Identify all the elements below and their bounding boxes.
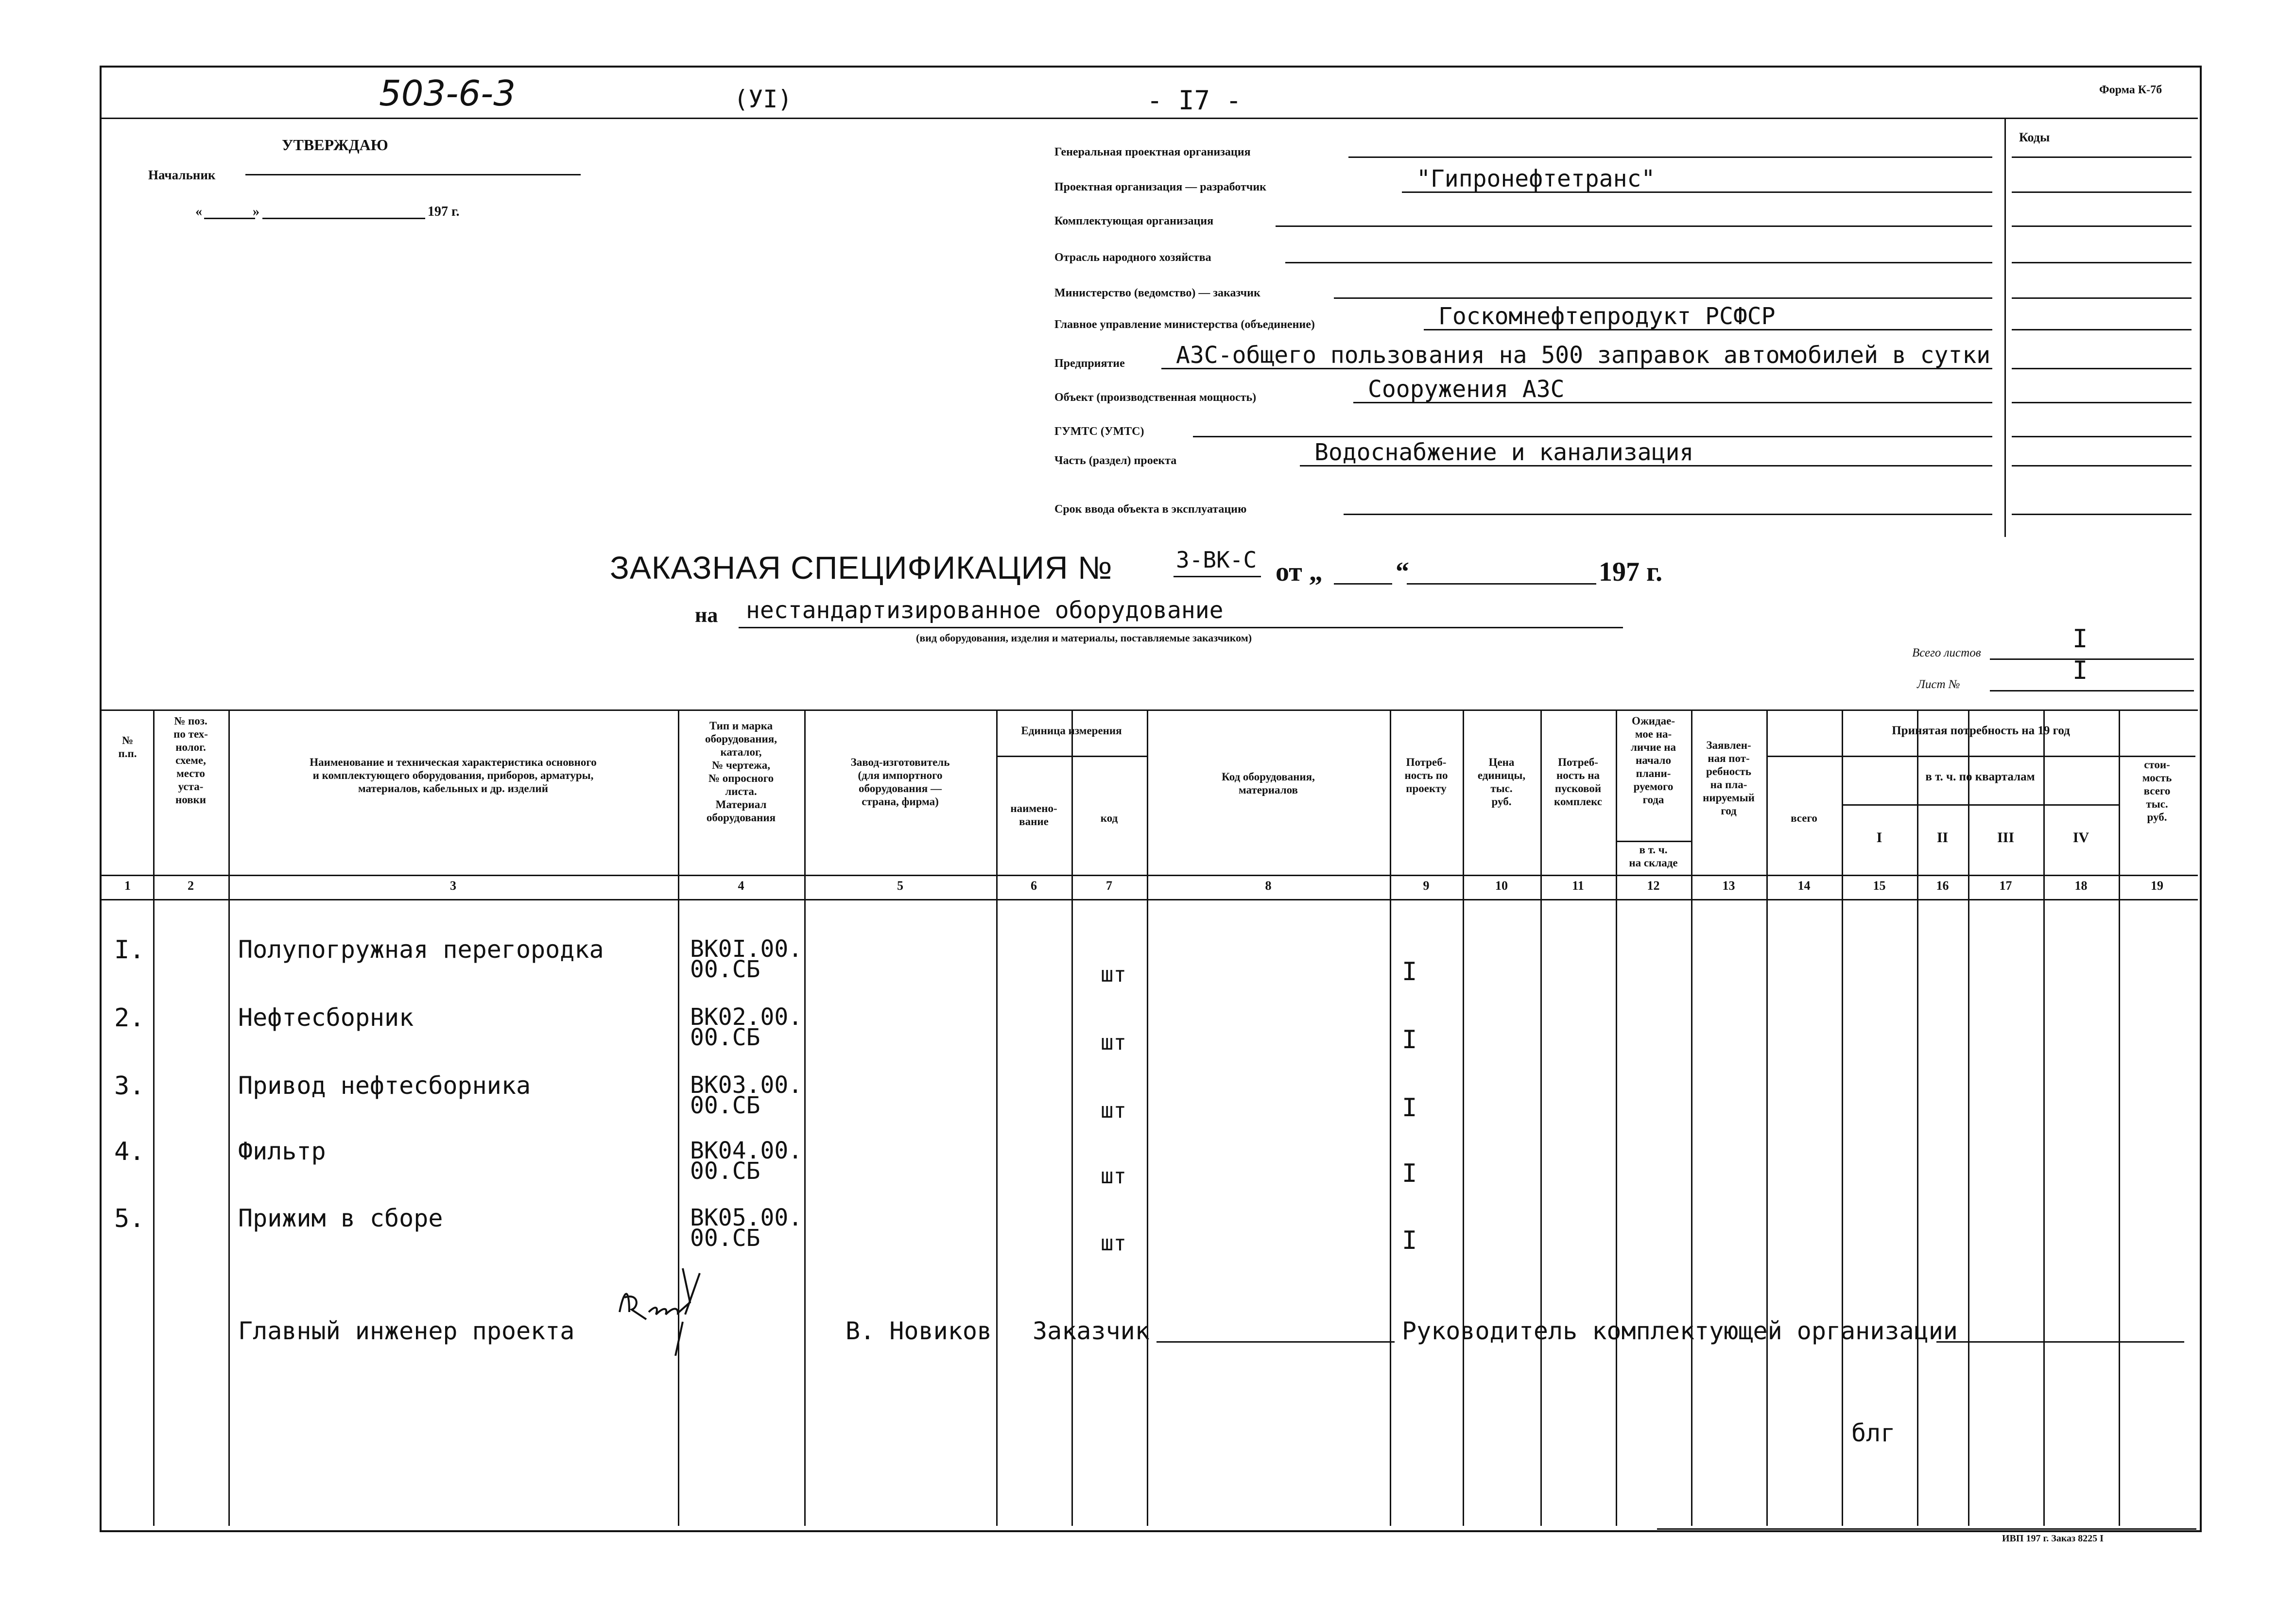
row-need-by-project: I [1402,1159,1417,1188]
org-head-label: Руководитель комплектующей организации [1402,1317,1958,1345]
spec-subject-caption: (вид оборудования, изделия и материалы, поставляемые заказчиком) [916,632,1252,644]
spec-subject: нестандартизированное оборудование [746,597,1224,624]
column-number: 10 [1495,879,1508,893]
row-unit-code: шт [1101,962,1126,987]
field-value: АЗС-общего пользования на 500 заправок автомобилей в сутки [1176,342,1991,369]
row-item-name: Фильтр [238,1137,326,1165]
field-line [1193,436,1992,437]
column-number: 5 [897,879,903,893]
field-value: Сооружения АЗС [1368,376,1565,403]
field-code-line [2012,402,2192,403]
sheet-number-value: I [2072,656,2088,685]
spec-from: от „ [1276,557,1323,587]
row-need-by-project: I [1402,957,1417,986]
field-value: Госкомнефтепродукт РСФСР [1438,303,1776,330]
column-header: стои- мость всего тыс. руб. [2142,759,2172,823]
customer-signature-line [1157,1341,1395,1343]
spec-year: 197 г. [1599,557,1663,587]
column-header: Наименование и техническая характеристика основного и комплектующего оборудования, приборов, арматуры, материалов, кабельных и др. изделий [310,756,597,795]
row-item-name: Прижим в сборе [238,1204,443,1232]
column-header: Потреб- ность на пусковой комплекс [1554,756,1602,808]
spec-month-line [1407,583,1596,585]
column-header: Потреб- ность по проекту [1404,756,1448,795]
column-header: № поз. по тех- нолог. схеме, место уста- новки [173,715,208,806]
total-sheets-line [1990,658,2194,660]
field-code-line [2012,191,2192,193]
need-group-header: Принятая потребность на 19 год [1892,724,2070,737]
row-number: 3. [114,1071,145,1101]
field-line [1334,297,1992,299]
column-number: 9 [1423,879,1430,893]
field-code-line [2012,225,2192,227]
sheet-number-label: Лист № [1917,678,1960,691]
column-divider [1766,709,1768,1526]
field-code-line [2012,156,2192,158]
field-code-line [2012,465,2192,467]
field-code-line [2012,297,2192,299]
field-line [1285,262,1992,263]
column-header: Код оборудования, материалов [1222,771,1315,796]
column-divider [678,709,679,1526]
column-number: 15 [1873,879,1886,893]
column-divider [2119,709,2120,1526]
field-line [1348,156,1992,158]
table-top-rule [100,709,2198,711]
bottom-rule-right [1657,1528,2196,1530]
row-need-by-project: I [1402,1093,1417,1123]
spec-title: ЗАКАЗНАЯ СПЕЦИФИКАЦИЯ № [610,550,1113,586]
column-number: 17 [1999,879,2012,893]
spec-on-label: на [695,603,718,627]
column-divider [1616,709,1617,1526]
field-label: Министерство (ведомство) — заказчик [1054,287,1260,299]
column-header: наимено- вание [1010,802,1057,828]
field-label: Срок ввода объекта в эксплуатацию [1054,503,1247,516]
handwritten-signature [610,1259,756,1356]
row-type-line2: 00.СБ [690,956,760,983]
row-type-line1: ВК0I.00. [690,935,803,963]
column-number: 13 [1722,879,1735,893]
column-number: 8 [1265,879,1272,893]
column-subheader: в т. ч. на складе [1629,844,1678,869]
chief-engineer-label: Главный инженер проекта [238,1317,575,1345]
column-header: всего [1791,812,1817,824]
spec-number-line [1174,576,1261,577]
approve-date-close: » [253,204,259,219]
column-header: I [1876,829,1882,846]
row-item-name: Привод нефтесборника [238,1071,531,1100]
row-item-name: Полупогружная перегородка [238,935,604,964]
approve-month-line [262,218,425,219]
column-number: 19 [2151,879,2163,893]
field-value: Водоснабжение и канализация [1314,439,1694,466]
column-header: Завод-изготовитель (для импортного оборудования — страна, фирма) [850,756,950,808]
unit-group-header: Единица измерения [1021,725,1122,737]
total-sheets-value: I [2072,624,2088,654]
column-number: 4 [738,879,744,893]
spec-number: 3-ВК-С [1176,547,1257,573]
row-type-line1: ВК05.00. [690,1204,803,1231]
page-number: - I7 - [1147,85,1242,116]
approve-day-line [204,218,255,219]
table-header-rule [100,875,2198,876]
row-unit-code: шт [1101,1030,1126,1055]
form-border [100,66,2202,1532]
footer-imprint: ИВП 197 г. Заказ 8225 I [2002,1533,2104,1544]
row-type-line2: 00.СБ [690,1024,760,1051]
row-unit-code: шт [1101,1098,1126,1123]
field-label: Генеральная проектная организация [1054,146,1251,158]
spec-day-line [1334,583,1392,585]
column-number: 16 [1936,879,1949,893]
column-header: Цена единицы, тыс. руб. [1477,756,1526,808]
section-roman: (УI) [734,85,793,113]
field-label: ГУМТС (УМТС) [1054,425,1144,438]
column-number: 6 [1031,879,1037,893]
row-number: 4. [114,1137,145,1166]
column-number: 12 [1647,879,1660,893]
table-number-rule [100,899,2198,900]
column-divider [1463,709,1464,1526]
document-number: 503-6-3 [379,73,516,114]
sheet-number-line [1990,690,2194,691]
column-number: 3 [450,879,456,893]
spec-subject-line [739,627,1623,628]
row-number: I. [114,935,145,965]
approve-title: УТВЕРЖДАЮ [282,136,388,154]
row-type-line2: 00.СБ [690,1225,760,1252]
column-number: 2 [188,879,194,893]
row-need-by-project: I [1402,1226,1417,1255]
form-label: Форма К-7б [2099,84,2162,96]
stock-sub-rule [1616,841,1691,842]
row-type-line1: ВК04.00. [690,1137,803,1164]
field-label: Часть (раздел) проекта [1054,454,1177,467]
codes-label: Коды [2019,130,2050,144]
column-divider [153,709,155,1526]
stamp-mark: блг [1851,1419,1896,1447]
column-divider [996,709,998,1526]
field-code-line [2012,514,2192,515]
field-code-line [2012,436,2192,437]
row-type-line1: ВК02.00. [690,1003,803,1031]
quarters-group-rule [1842,804,2119,806]
customer-label: Заказчик [1033,1317,1150,1345]
field-line [1276,225,1992,227]
column-divider [1147,709,1148,1526]
row-item-name: Нефтесборник [238,1003,414,1032]
spec-quote-close: “ [1396,557,1409,587]
field-label: Комплектующая организация [1054,215,1214,227]
column-header: III [1997,829,2015,846]
row-number: 5. [114,1204,145,1233]
field-code-line [2012,368,2192,369]
column-number: 1 [124,879,131,893]
column-header: Ожидае- мое на- личие на начало плани- руемого года [1630,715,1676,806]
total-sheets-label: Всего листов [1912,646,1981,659]
approve-year: 197 г. [428,204,460,219]
column-header: код [1100,812,1118,824]
column-divider [1691,709,1692,1526]
column-number: 18 [2074,879,2088,893]
column-header: IV [2072,829,2089,846]
row-unit-code: шт [1101,1164,1126,1189]
column-divider [228,709,230,1526]
column-header: Заявлен- ная пот- ребность на пла- нируемый год [1703,739,1755,817]
row-number: 2. [114,1003,145,1033]
field-label: Проектная организация — разработчик [1054,181,1266,193]
row-unit-code: шт [1101,1231,1126,1256]
row-need-by-project: I [1402,1025,1417,1054]
field-value: "Гипронефтетранс" [1416,165,1656,192]
field-label: Главное управление министерства (объединение) [1054,318,1315,331]
column-header: № п.п. [118,734,137,760]
codes-divider [2004,119,2006,537]
column-number: 14 [1797,879,1811,893]
row-type-line2: 00.СБ [690,1158,760,1185]
chief-signature-line [245,174,581,175]
need-group-rule [1766,756,2195,757]
field-code-line [2012,262,2192,263]
chief-label: Начальник [148,168,216,182]
unit-group-rule [996,756,1147,757]
column-header: Тип и марка оборудования, каталог, № чертежа, № опросного листа. Материал оборудования [705,720,777,824]
approve-date-open: « [195,204,202,219]
field-label: Объект (производственная мощность) [1054,391,1257,404]
column-divider [1390,709,1391,1526]
chief-engineer-name: В. Новиков [846,1317,992,1345]
column-header: II [1936,829,1949,846]
column-divider [1071,709,1073,1526]
field-label: Предприятие [1054,357,1125,370]
top-rule [100,118,2198,119]
column-divider [1540,709,1542,1526]
field-code-line [2012,329,2192,330]
org-head-signature-line [1936,1341,2184,1343]
column-number: 11 [1572,879,1584,893]
field-label: Отрасль народного хозяйства [1054,251,1211,264]
row-type-line1: ВК03.00. [690,1071,803,1099]
field-line [1344,514,1992,515]
column-number: 7 [1106,879,1112,893]
column-divider [804,709,806,1526]
quarters-group-header: в т. ч. по кварталам [1925,770,2035,783]
row-type-line2: 00.СБ [690,1092,760,1119]
